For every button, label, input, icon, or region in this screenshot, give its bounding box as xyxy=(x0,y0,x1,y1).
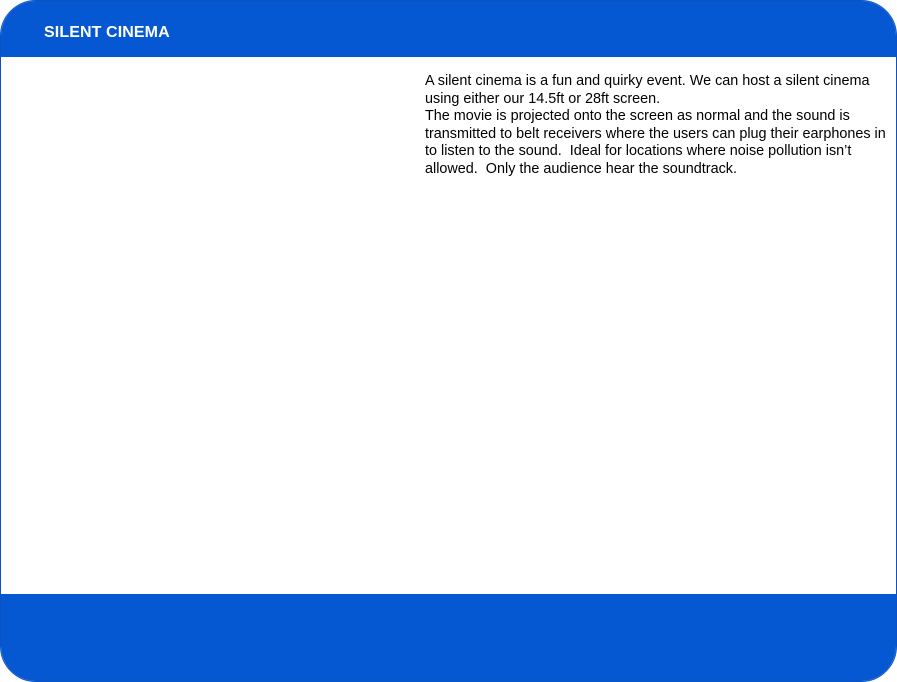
description-text xyxy=(425,73,895,178)
header-bar xyxy=(1,1,896,57)
description-paragraph-2: The movie is projected onto the screen as normal and the sound is transmitted to belt receivers where the users can plug their earphones in to listen to the sound. Ideal for locations where noise pollution isn’t allowed. Only the audience hear the soundtrack. xyxy=(425,108,890,177)
description-paragraph-1: A silent cinema is a fun and quirky event. We can host a silent cinema using either our 14.5ft or 28ft screen. xyxy=(425,73,874,107)
slide-title: SILENT CINEMA xyxy=(44,24,170,41)
footer-bar xyxy=(1,594,896,681)
